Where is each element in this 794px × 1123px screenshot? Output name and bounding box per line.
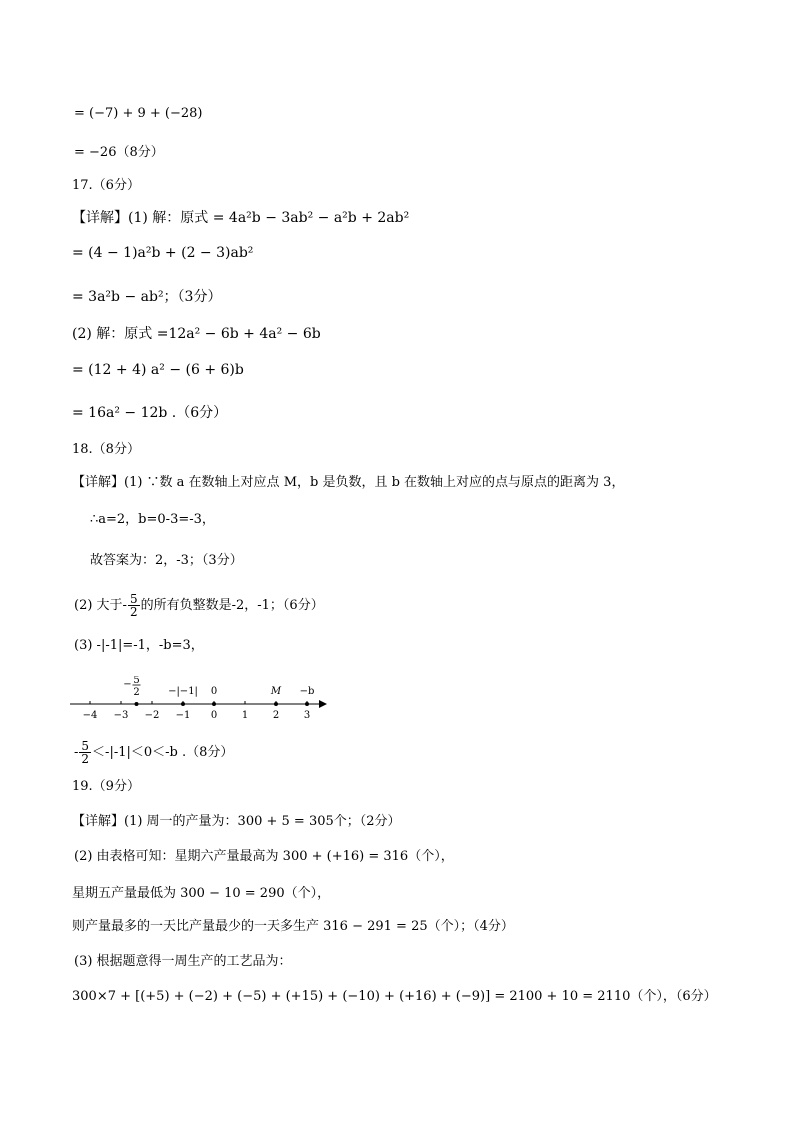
line-14-prefix: (2) 大于- (74, 598, 127, 613)
line-1: = (−7) + 9 + (−28) (74, 106, 203, 121)
number-line-point-label: −|−1| (168, 686, 198, 697)
line-23: 300×7 + [(+5) + (−2) + (−5) + (+15) + (−10) + (+16) + (−9)] = 2100 + 10 = 2110（个），（6分） (72, 989, 717, 1004)
number-line-tick-label: 2 (272, 710, 280, 721)
number-line-point-label: −b (299, 686, 315, 697)
number-line-tick-label: 1 (241, 710, 249, 721)
line-16-prefix: - (74, 745, 79, 760)
number-line-point-label-numerator: 5 (133, 676, 140, 686)
fraction-five-halves (79, 740, 91, 765)
number-line-tick-label: −1 (175, 710, 191, 721)
number-line-point (135, 702, 139, 706)
number-line-point (305, 702, 309, 706)
number-line-point (212, 702, 216, 706)
line-16 (74, 740, 233, 765)
number-line-point-label: M (270, 686, 282, 697)
question-18-heading: 18.（8分） (72, 442, 140, 457)
line-16-suffix: ＜-|-1|＜0＜-b .（8分） (92, 745, 234, 760)
line-13: 故答案为：2，-3；（3分） (90, 553, 243, 568)
number-line-point (181, 702, 185, 706)
number-line-point-label-denominator: 2 (133, 687, 140, 698)
line-11: 【详解】(1) ∵数 a 在数轴上对应点 M，b 是负数，且 b 在数轴上对应的点与原点的距离为 3， (72, 475, 625, 490)
line-12: ∴a=2，b=0-3=-3， (90, 512, 215, 527)
number-line-tick-label: −4 (82, 710, 98, 721)
number-line (68, 676, 338, 722)
line-14-suffix: 的所有负整数是-2，-1；（6分） (140, 598, 324, 613)
line-4: 【详解】(1) 解：原式 = 4a²b − 3ab² − a²b + 2ab² (72, 210, 410, 226)
fraction-five-halves (128, 593, 140, 618)
line-7: (2) 解：原式 =12a² − 6b + 4a² − 6b (72, 326, 321, 342)
line-6: = 3a²b − ab²；（3分） (72, 289, 222, 305)
line-14 (74, 593, 324, 618)
line-20: 星期五产量最低为 300 − 10 = 290（个）， (72, 886, 331, 901)
fraction-numerator: 5 (129, 592, 138, 606)
line-8: = (12 + 4) a² − (6 + 6)b (72, 362, 244, 378)
number-line-tick-label: 0 (210, 710, 218, 721)
fraction-denominator: 2 (129, 605, 138, 619)
number-line-tick-label: −2 (144, 710, 160, 721)
number-line-tick-label: −3 (113, 710, 129, 721)
fraction-denominator: 2 (81, 752, 90, 766)
line-19: (2) 由表格可知：星期六产量最高为 300 + (+16) = 316（个）， (74, 849, 454, 864)
number-line-point-label: 0 (210, 686, 218, 697)
line-21: 则产量最多的一天比产量最少的一天多生产 316 − 291 = 25（个）；（4分） (72, 919, 514, 934)
line-15: (3) -|-1|=-1，-b=3， (74, 638, 204, 653)
line-22: (3) 根据题意得一周生产的工艺品为： (74, 954, 292, 969)
line-2: = −26（8分） (74, 145, 164, 160)
line-18: 【详解】(1) 周一的产量为：300 + 5 = 305个；（2分） (72, 814, 401, 829)
number-line-point (274, 702, 278, 706)
number-line-point-label-sign: − (123, 679, 132, 690)
line-9: = 16a² − 12b .（6分） (72, 405, 228, 421)
question-19-heading: 19.（9分） (72, 779, 140, 794)
line-5: = (4 − 1)a²b + (2 − 3)ab² (72, 245, 254, 261)
number-line-tick-label: 3 (303, 710, 311, 721)
question-17-heading: 17.（6分） (72, 178, 140, 193)
fraction-numerator: 5 (81, 739, 90, 753)
